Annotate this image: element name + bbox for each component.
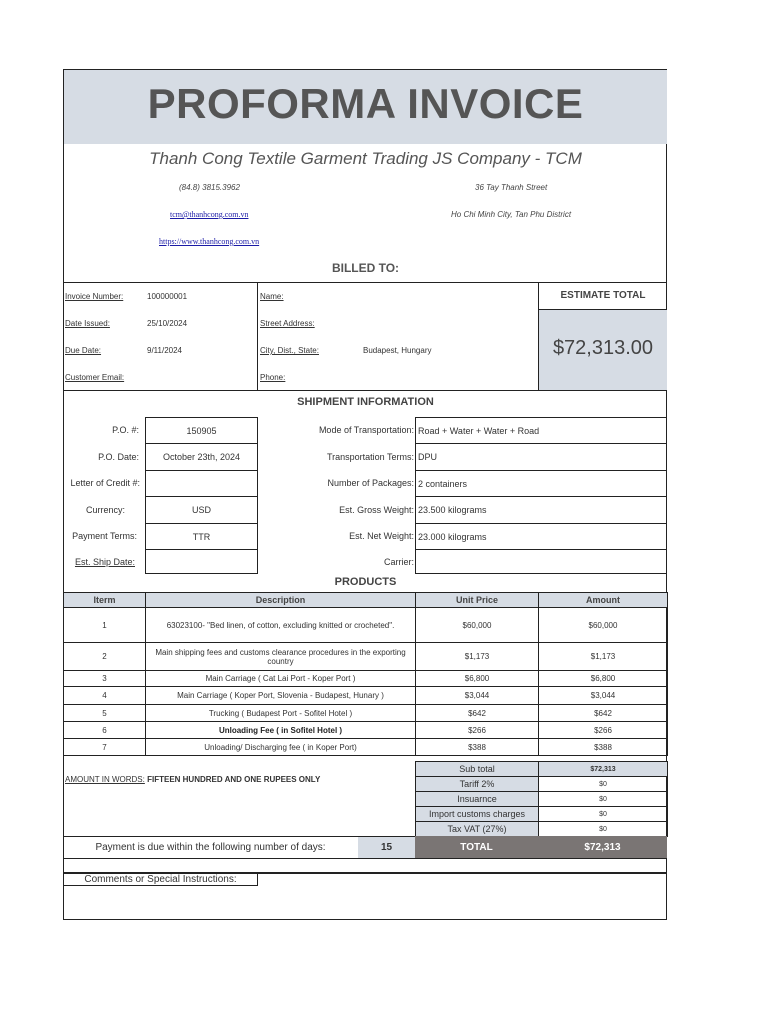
billed-top-rule [63,282,667,283]
po-date-label: P.O. Date: [98,452,139,462]
row-item: 1 [64,608,146,643]
row-description: Unloading Fee ( in Sofitel Hotel ) [146,722,416,739]
phone-label: Phone: [260,373,286,382]
table-row [64,722,668,739]
row-amount: $642 [539,705,668,722]
invoice-title: PROFORMA INVOICE [147,80,584,127]
transport-terms-label: Transportation Terms: [326,452,414,462]
row-description: Trucking ( Budapest Port - Sofitel Hotel ) [146,705,416,722]
row-unit-price: $388 [416,739,539,756]
customer-email-label: Customer Email: [65,373,125,382]
packages-value: 2 containers [415,470,667,497]
row-unit-price: $266 [416,722,539,739]
net-weight-value: 23.000 kilograms [415,523,667,550]
row-amount: $1,173 [539,643,668,671]
row-amount: $3,044 [539,687,668,705]
products-table [63,592,668,756]
row-item: 6 [64,722,146,739]
payment-bottom-rule [63,858,667,859]
tariff-label: Tariff 2% [416,777,539,792]
mode-value: Road + Water + Water + Road [415,417,667,444]
po-date-value: October 23th, 2024 [145,443,258,471]
due-date-label: Due Date: [65,346,102,355]
billed-bottom-rule [63,390,667,391]
payment-terms-value: TTR [145,523,258,550]
billed-divider [257,282,258,390]
currency-label: Currency: [85,505,125,515]
row-item: 2 [64,643,146,671]
amount-in-words-label: AMOUNT IN WORDS: [65,775,145,784]
company-street: 36 Tay Thanh Street [475,183,548,192]
gross-weight-label: Est. Gross Weight: [339,505,414,515]
letter-of-credit-label: Letter of Credit #: [70,478,140,488]
payment-due-days: 15 [358,837,415,858]
ship-date-field [145,549,258,574]
company-website-link[interactable]: https://www.thanhcong.com.vn [159,237,260,246]
letter-of-credit-field [145,470,258,497]
row-unit-price: $642 [416,705,539,722]
row-amount: $266 [539,722,668,739]
total-label: TOTAL [415,836,538,858]
summary-row [416,807,668,822]
products-heading: PRODUCTS [334,576,397,588]
row-unit-price: $60,000 [416,608,539,643]
city-state-value: Budapest, Hungary [363,346,432,355]
ship-date-label: Est. Ship Date: [74,557,135,567]
insurance-label: Insuarnce [416,792,539,807]
products-header-row [64,593,668,608]
company-name: Thanh Cong Textile Garment Trading JS Company - TCM [149,149,582,168]
carrier-field [415,549,667,574]
comments-label: Comments or Special Instructions: [63,872,258,886]
po-value: 150905 [145,417,258,444]
mode-label: Mode of Transportation: [318,425,414,435]
col-header-amount: Amount [539,593,668,608]
name-label: Name: [260,292,284,301]
vat-value: $0 [539,822,668,837]
estimate-total-value: $72,313.00 [552,337,654,359]
street-address-label: Street Address: [260,319,315,328]
company-city: Ho Chi Minh City, Tan Phu District [451,210,572,219]
vat-label: Tax VAT (27%) [416,822,539,837]
invoice-number-label: Invoice Number: [65,292,124,301]
po-label: P.O. #: [112,425,139,435]
import-charges-label: Import customs charges [416,807,539,822]
row-amount: $6,800 [539,671,668,687]
city-state-label: City, Dist., State: [260,346,319,355]
comments-field[interactable] [64,887,666,919]
date-issued-label: Date Issued: [65,319,110,328]
transport-terms-value: DPU [415,443,667,471]
net-weight-label: Est. Net Weight: [349,531,414,541]
row-item: 3 [64,671,146,687]
col-header-item: Iterm [64,593,146,608]
row-unit-price: $3,044 [416,687,539,705]
gross-weight-value: 23.500 kilograms [415,496,667,524]
row-item: 4 [64,687,146,705]
currency-value: USD [145,496,258,524]
subtotal-value: $72,313 [539,762,668,777]
estimate-total-label: ESTIMATE TOTAL [560,290,646,301]
row-unit-price: $1,173 [416,643,539,671]
amount-in-words-value: FIFTEEN HUNDRED AND ONE RUPEES ONLY [147,775,321,784]
summary-table [415,761,668,837]
company-phone: (84.8) 3815.3962 [179,183,240,192]
summary-row [416,777,668,792]
shipment-heading: SHIPMENT INFORMATION [297,396,434,408]
summary-row [416,762,668,777]
table-row [64,739,668,756]
row-description: Main shipping fees and customs clearance procedures in the exporting country [146,643,416,671]
payment-terms-label: Payment Terms: [72,531,137,541]
table-row [64,705,668,722]
total-value: $72,313 [538,836,667,858]
tariff-value: $0 [539,777,668,792]
row-description: Main Carriage ( Cat Lai Port - Koper Port ) [146,671,416,687]
packages-label: Number of Packages: [327,478,414,488]
subtotal-label: Sub total [416,762,539,777]
col-header-unit-price: Unit Price [416,593,539,608]
amount-in-words [65,775,320,784]
import-charges-value: $0 [539,807,668,822]
row-amount: $388 [539,739,668,756]
table-row [64,643,668,671]
row-description: Unloading/ Discharging fee ( in Koper Port) [146,739,416,756]
payment-due-label: Payment is due within the following number of days: [95,842,326,853]
invoice-number-value: 100000001 [147,292,188,301]
row-unit-price: $6,800 [416,671,539,687]
table-row [64,687,668,705]
row-item: 7 [64,739,146,756]
carrier-label: Carrier: [383,556,414,567]
summary-row [416,822,668,837]
row-description: Main Carriage ( Koper Port, Slovenia - Budapest, Hunary ) [146,687,416,705]
due-date-value: 9/11/2024 [147,346,182,355]
row-amount: $60,000 [539,608,668,643]
row-item: 5 [64,705,146,722]
date-issued-value: 25/10/2024 [147,319,188,328]
row-description: 63023100- "Bed linen, of cotton, excluding knitted or crocheted". [146,608,416,643]
insurance-value: $0 [539,792,668,807]
table-row [64,608,668,643]
summary-row [416,792,668,807]
company-email-link[interactable]: tcm@thanhcong.com.vn [170,210,249,219]
col-header-description: Description [146,593,416,608]
table-row [64,671,668,687]
billed-to-heading: BILLED TO: [331,261,400,275]
